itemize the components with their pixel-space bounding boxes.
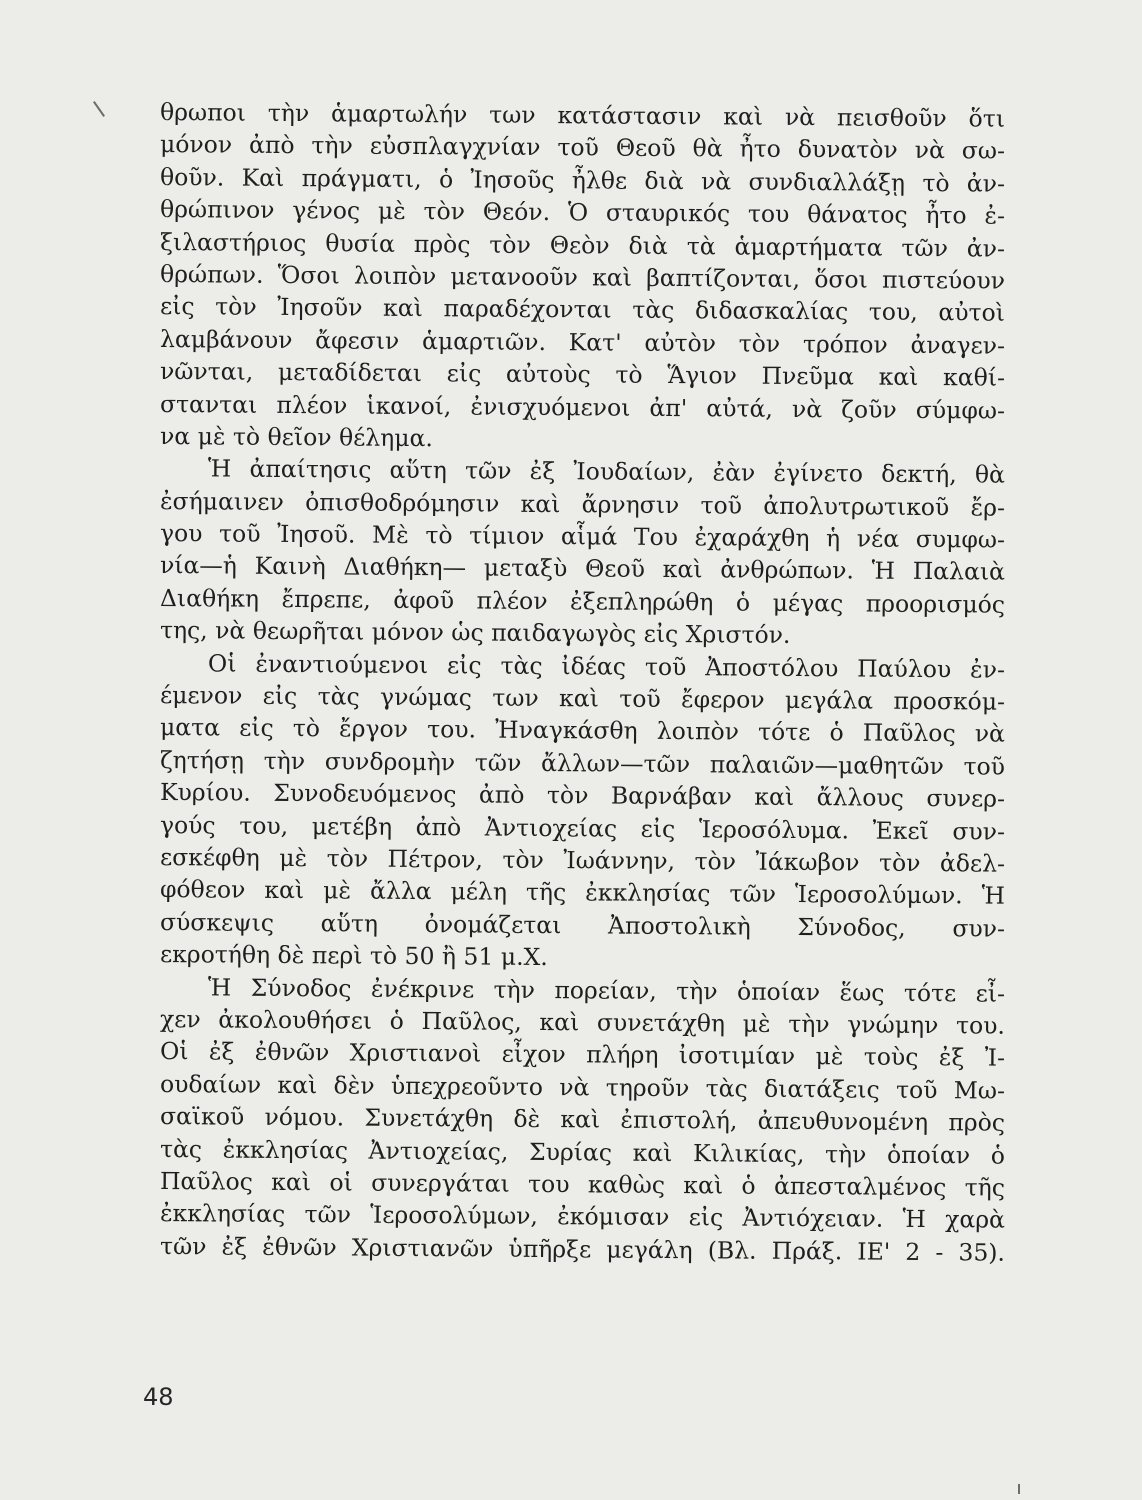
text-line: θρώπων. Ὅσοι λοιπὸν μετανοοῦν καὶ βαπτίζονται, ὅσοι πιστεύουν (159, 259, 1006, 295)
text-line: σύσκεψις αὕτη ὀνομάζεται Ἀποστολικὴ Σύνοδος, συν- (159, 907, 1006, 943)
text-line: θοῦν. Καὶ πράγματι, ὁ Ἰησοῦς ἦλθε διὰ νὰ συνδιαλλάξῃ τὸ ἀν- (159, 162, 1006, 198)
text-line: χεν ἀκολουθήσει ὁ Παῦλος, καὶ συνετάχθη μὲ τὴν γνώμην του. (159, 1004, 1006, 1040)
text-line: Οἱ ἐξ ἐθνῶν Χριστιανοὶ εἶχον πλήρη ἰσοτιμίαν μὲ τοὺς ἐξ Ἰ- (159, 1037, 1006, 1072)
text-line: Κυρίου. Συνοδευόμενος ἀπὸ τὸν Βαρνάβαν καὶ ἄλλους συνερ- (159, 778, 1006, 813)
text-line: Ἡ Σύνοδος ἐνέκρινε τὴν πορείαν, τὴν ὁποίαν ἕως τότε εἶ- (207, 972, 1006, 1008)
text-line: τῶν ἐξ ἐθνῶν Χριστιανῶν ὑπῆρξε μεγάλη (Βλ. Πράξ. ΙΕ' 2 - 35). (159, 1231, 1006, 1267)
text-line: Διαθήκη ἔπρεπε, ἀφοῦ πλέον ἐξεπληρώθη ὁ μέγας προορισμός (159, 583, 1006, 619)
text-line: Ἡ ἀπαίτησις αὕτη τῶν ἐξ Ἰουδαίων, ἐὰν ἐγίνετο δεκτή, θὰ (207, 454, 1006, 489)
text-line: ξιλαστήριος θυσία πρὸς τὸν Θεὸν διὰ τὰ ἁμαρτήματα τῶν ἀν- (159, 227, 1006, 263)
text-line: στανται πλέον ἱκανοί, ἐνισχυόμενοι ἀπ' αὐτά, νὰ ζοῦν σύμφω- (159, 389, 1006, 425)
text-line: σαϊκοῦ νόμου. Συνετάχθη δὲ καὶ ἐπιστολή, ἀπευθυνομένη πρὸς (159, 1102, 1006, 1137)
text-line: εκροτήθη δὲ περὶ τὸ 50 ἢ 51 μ.Χ. (159, 940, 548, 972)
text-line: εσκέφθη μὲ τὸν Πέτρον, τὸν Ἰωάννην, τὸν Ἰάκωβον τὸν ἀδελ- (159, 842, 1006, 878)
text-line: ἐκκλησίας τῶν Ἱεροσολύμων, ἐκόμισαν εἰς Ἀντιόχειαν. Ἡ χαρὰ (159, 1199, 1006, 1234)
paragraph-2 (159, 452, 1006, 650)
text-line: ζητήσῃ τὴν συνδρομὴν τῶν ἄλλων—τῶν παλαιῶν—μαθητῶν τοῦ (159, 745, 1006, 781)
text-line: θρώπινον γένος μὲ τὸν Θεόν. Ὁ σταυρικός του θάνατος ἦτο ἐ- (159, 195, 1006, 230)
text-line: της, νὰ θεωρῆται μόνον ὡς παιδαγωγὸς εἰς Χριστόν. (159, 616, 791, 650)
paragraph-3 (160, 647, 1005, 971)
scan-speck (93, 101, 105, 117)
text-line: νία—ἡ Καινὴ Διαθήκη— μεταξὺ Θεοῦ καὶ ἀνθρώπων. Ἡ Παλαιὰ (159, 551, 1006, 587)
text-line: ουδαίων καὶ δὲν ὑπεχρεοῦντο νὰ τηροῦν τὰς διατάξεις τοῦ Μω- (159, 1069, 1006, 1105)
text-line: να μὲ τὸ θεῖον θέλημα. (159, 421, 434, 453)
text-line: φόθεον καὶ μὲ ἄλλα μέλη τῆς ἐκκλησίας τῶν Ἱεροσολύμων. Ἡ (159, 875, 1006, 911)
text-line: θρωποι τὴν ἁμαρτωλήν των κατάστασιν καὶ νὰ πεισθοῦν ὅτι (159, 98, 1006, 133)
paragraph-4 (159, 971, 1006, 1267)
text-line: νῶνται, μεταδίδεται εἰς αὐτοὺς τὸ Ἅγιον Πνεῦμα καὶ καθί- (159, 357, 1006, 392)
page-number: 48 (143, 1383, 174, 1411)
text-line: γούς του, μετέβη ἀπὸ Ἀντιοχείας εἰς Ἱεροσόλυμα. Ἐκεῖ συν- (159, 810, 1006, 846)
paragraph-1 (160, 96, 1005, 452)
text-line: έμενον εἰς τὰς γνώμας των καὶ τοῦ ἔφερον μεγάλα προσκόμ- (159, 681, 1006, 716)
text-line: ἐσήμαινεν ὀπισθοδρόμησιν καὶ ἄρνησιν τοῦ ἀπολυτρωτικοῦ ἔρ- (159, 486, 1006, 522)
body-text (159, 96, 1006, 1267)
text-line: γου τοῦ Ἰησοῦ. Μὲ τὸ τίμιον αἷμά Του ἐχαράχθη ἡ νέα συμφω- (159, 519, 1006, 554)
text-line: λαμβάνουν ἄφεσιν ἁμαρτιῶν. Κατ' αὐτὸν τὸν τρόπον ἀναγεν- (159, 324, 1006, 360)
text-line: ματα εἰς τὸ ἔργον του. Ἠναγκάσθη λοιπὸν τότε ὁ Παῦλος νὰ (159, 713, 1006, 749)
text-line: Παῦλος καὶ οἱ συνεργάται του καθὼς καὶ ὁ ἀπεσταλμένος τῆς (159, 1166, 1006, 1202)
scan-speck (1018, 1484, 1020, 1494)
text-line: Οἱ ἐναντιούμενοι εἰς τὰς ἰδέας τοῦ Ἀποστόλου Παύλου ἐν- (207, 649, 1006, 684)
text-line: μόνον ἀπὸ τὴν εὐσπλαγχνίαν τοῦ Θεοῦ θὰ ἦτο δυνατὸν νὰ σω- (159, 130, 1006, 166)
text-line: τὰς ἐκκλησίας Ἀντιοχείας, Συρίας καὶ Κιλικίας, τὴν ὁποίαν ὁ (159, 1134, 1006, 1170)
text-line: εἰς τὸν Ἰησοῦν καὶ παραδέχονται τὰς διδασκαλίας του, αὐτοὶ (159, 292, 1006, 327)
